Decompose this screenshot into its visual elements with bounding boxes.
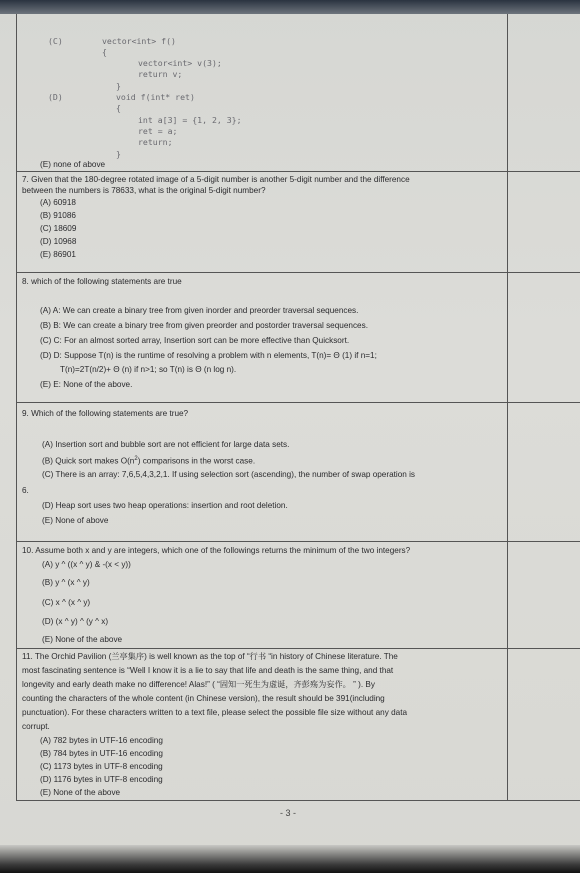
question-text: 7. Given that the 180-degree rotated image of a 5-digit number is another 5-digit number and the difference <box>22 175 410 184</box>
divider <box>16 171 580 172</box>
divider <box>16 648 580 649</box>
question-text: 8. which of the following statements are true <box>22 277 182 286</box>
question-text: between the numbers is 78633, what is the original 5-digit number? <box>22 186 266 195</box>
code-line: return v; <box>138 69 183 79</box>
option-b: (B) B: We can create a binary tree from given preorder and postorder traversal sequences. <box>40 321 368 330</box>
divider <box>16 800 580 801</box>
question-text: punctuation). For these characters written to a text file, please select the possible file size without any data <box>22 708 408 717</box>
option-c-label: (C) <box>48 36 63 46</box>
option-d: (D) Heap sort uses two heap operations: insertion and root deletion. <box>42 501 288 510</box>
top-shadow <box>0 0 580 14</box>
option-e: (E) None of the above <box>40 788 121 797</box>
code-line: } <box>116 81 121 91</box>
question-text: 9. Which of the following statements are true? <box>22 409 189 418</box>
option-a: (A) Insertion sort and bubble sort are not efficient for large data sets. <box>42 440 290 449</box>
option-d: (D) (x ^ y) ^ (y ^ x) <box>42 617 109 626</box>
answer-column <box>506 14 580 800</box>
option-b: (B) y ^ (x ^ y) <box>42 578 90 587</box>
option-e: (E) None of the above <box>42 635 123 644</box>
code-line: vector<int> f() <box>102 36 176 46</box>
question-text: corrupt. <box>22 722 50 731</box>
code-line: void f(int* ret) <box>116 92 195 102</box>
option-d: (D) 10968 <box>40 237 77 246</box>
option-a: (A) A: We can create a binary tree from given inorder and preorder traversal sequences. <box>40 306 359 315</box>
option-b: (B) 91086 <box>40 211 76 220</box>
divider <box>16 541 580 542</box>
option-a: (A) y ^ ((x ^ y) & -(x < y)) <box>42 560 131 569</box>
option-a: (A) 782 bytes in UTF-16 encoding <box>40 736 163 745</box>
option-c: (C) C: For an almost sorted array, Insertion sort can be more effective than Quicksort. <box>40 336 350 345</box>
option-d-label: (D) <box>48 92 63 102</box>
option-e: (E) none of above <box>40 160 106 169</box>
question-text: 11. The Orchid Pavilion (兰亭集序) is well known as the top of “行书 “in history of Chinese literature. The <box>22 652 398 661</box>
option-b: (B) 784 bytes in UTF-16 encoding <box>40 749 163 758</box>
option-b-text: (B) Quick sort makes O(n <box>42 456 135 466</box>
option-a: (A) 60918 <box>40 198 76 207</box>
option-e: (E) None of above <box>42 516 109 525</box>
option-c: (C) 1173 bytes in UTF-8 encoding <box>40 762 163 771</box>
question-text: 10. Assume both x and y are integers, which one of the followings returns the minimum of the two integers? <box>22 546 411 555</box>
code-line: { <box>116 103 121 113</box>
option-e: (E) E: None of the above. <box>40 380 133 389</box>
option-b-text: ) comparisons in the worst case. <box>137 456 256 466</box>
option-c: (C) 18609 <box>40 224 77 233</box>
option-e: (E) 86901 <box>40 250 76 259</box>
code-line: int a[3] = {1, 2, 3}; <box>138 115 242 125</box>
question-text: counting the characters of the whole content (in Chinese version), the result should be 391(including <box>22 694 385 703</box>
option-b <box>42 454 255 467</box>
code-line: } <box>116 149 121 159</box>
divider <box>16 272 580 273</box>
option-c: (C) x ^ (x ^ y) <box>42 598 91 607</box>
code-line: return; <box>138 137 173 147</box>
code-line: vector<int> v(3); <box>138 58 222 68</box>
code-line: { <box>102 47 107 57</box>
code-line: ret = a; <box>138 126 178 136</box>
option-c-continued: 6. <box>22 486 29 495</box>
question-text: longevity and early death make no difference! Alas!” ( “固知一死生为虚诞，齐彭殇为妄作。 ” ). By <box>22 680 375 689</box>
divider <box>16 402 580 403</box>
page-number: - 3 - <box>280 808 297 818</box>
option-d: (D) 1176 bytes in UTF-8 encoding <box>40 775 163 784</box>
option-d-continued: T(n)=2T(n/2)+ Θ (n) if n>1; so T(n) is Θ (n log n). <box>60 365 237 374</box>
bottom-shadow <box>0 845 580 873</box>
option-d: (D) D: Suppose T(n) is the runtime of resolving a problem with n elements, T(n)= Θ (1) if n=1; <box>40 351 377 360</box>
superscript: 2 <box>134 456 138 462</box>
question-text: most fascinating sentence is “Well I know it is a lie to say that life and death is the same thing, and that <box>22 666 394 675</box>
option-c: (C) There is an array: 7,6,5,4,3,2,1. If using selection sort (ascending), the number of swap operation is <box>42 470 416 479</box>
